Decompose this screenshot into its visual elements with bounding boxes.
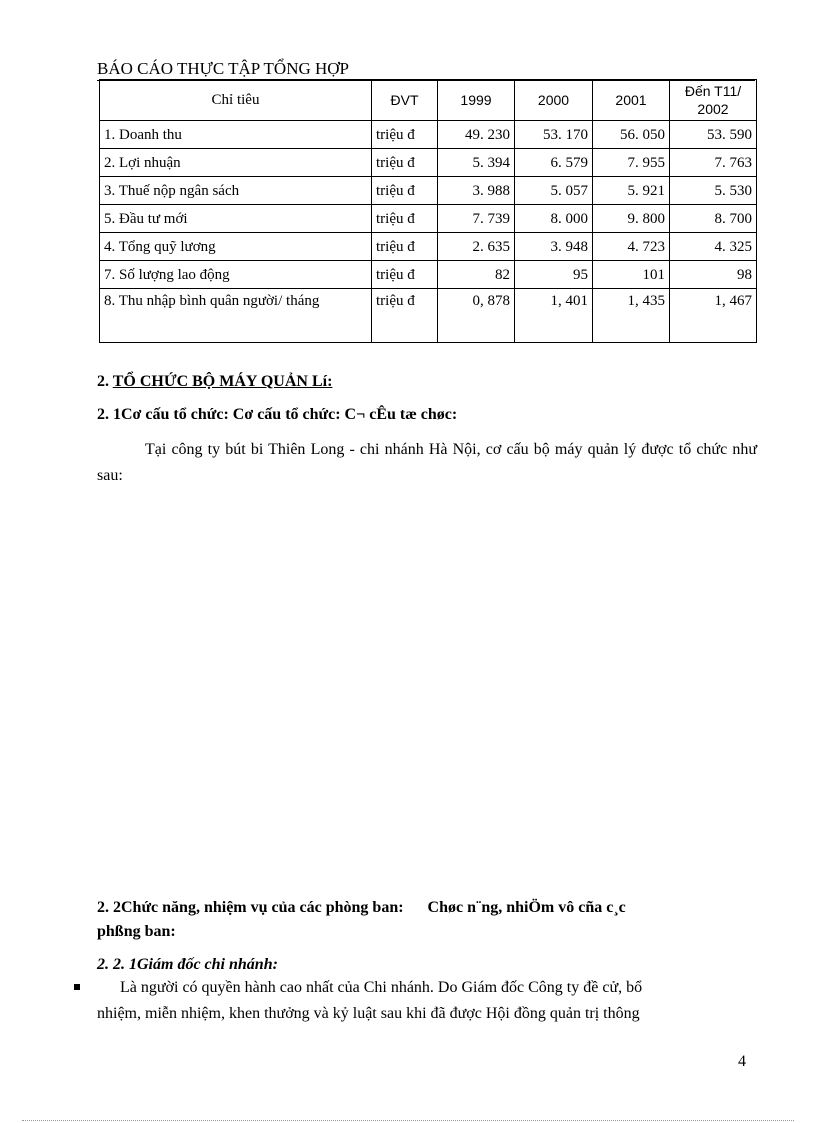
cell-value: 8. 700	[670, 205, 757, 233]
cell-value: 3. 948	[515, 233, 593, 261]
table-row	[100, 289, 757, 343]
cell-indicator: 8. Thu nhập bình quân người/ tháng	[100, 289, 372, 343]
cell-value: 4. 723	[593, 233, 670, 261]
footer-divider	[22, 1120, 794, 1121]
col-header-1999: 1999	[438, 80, 515, 121]
cell-value: 56. 050	[593, 121, 670, 149]
org-structure-paragraph: Tại công ty bút bi Thiên Long - chi nhánh Hà Nội, cơ cấu bộ máy quản lý được tổ chức như sau:	[97, 441, 757, 484]
cell-unit: triệu đ	[372, 205, 438, 233]
col-header-unit: ĐVT	[372, 80, 438, 121]
cell-value: 3. 988	[438, 177, 515, 205]
cell-value: 9. 800	[593, 205, 670, 233]
cell-value: 4. 325	[670, 233, 757, 261]
subsection-2-2-heading-line2: phßng ban:	[97, 923, 176, 940]
cell-unit: triệu đ	[372, 233, 438, 261]
col-header-2002: Đến T11/ 2002	[670, 80, 757, 121]
table-row	[100, 233, 757, 261]
subsection-2-2-1-heading: 2. 2. 1Giám đốc chi nhánh:	[97, 956, 278, 973]
page-number: 4	[738, 1053, 746, 1070]
section-heading	[97, 373, 332, 391]
table-header-row	[100, 80, 757, 121]
cell-value: 7. 955	[593, 149, 670, 177]
table-row	[100, 121, 757, 149]
cell-value: 1, 435	[593, 289, 670, 343]
cell-value: 5. 394	[438, 149, 515, 177]
indicators-table	[99, 79, 757, 343]
cell-value: 98	[670, 261, 757, 289]
report-header: BÁO CÁO THỰC TẬP TỔNG HỢP	[97, 58, 755, 81]
cell-unit: triệu đ	[372, 121, 438, 149]
cell-unit: triệu đ	[372, 177, 438, 205]
cell-value: 6. 579	[515, 149, 593, 177]
cell-indicator: 7. Số lượng lao động	[100, 261, 372, 289]
cell-value: 7. 763	[670, 149, 757, 177]
table-row	[100, 177, 757, 205]
cell-unit: triệu đ	[372, 149, 438, 177]
subsection-2-2-heading-line1: 2. 2Chức năng, nhiệm vụ của các phòng ban: Chøc n¨ng, nhiÖm vô cña c¸c	[97, 899, 626, 916]
cell-value: 101	[593, 261, 670, 289]
cell-value: 53. 590	[670, 121, 757, 149]
col-header-2000: 2000	[515, 80, 593, 121]
col-header-indicator: Chỉ tiêu	[100, 80, 372, 121]
cell-value: 2. 635	[438, 233, 515, 261]
table-row	[100, 149, 757, 177]
cell-value: 7. 739	[438, 205, 515, 233]
subsection-2-1-heading: 2. 1Cơ cấu tổ chức: Cơ cấu tổ chức: C¬ cÊu tæ chøc:	[97, 406, 458, 423]
table-row	[100, 205, 757, 233]
cell-value: 0, 878	[438, 289, 515, 343]
cell-indicator: 5. Đầu tư mới	[100, 205, 372, 233]
cell-value: 53. 170	[515, 121, 593, 149]
director-paragraph-line1: Là người có quyền hành cao nhất của Chi nhánh. Do Giám đốc Công ty đề cử, bổ	[120, 979, 643, 996]
bullet-icon	[74, 984, 80, 990]
director-paragraph-line2: nhiệm, miễn nhiệm, khen thưởng và kỷ luật sau khi đã được Hội đồng quản trị thông	[97, 1005, 640, 1022]
cell-unit: triệu đ	[372, 289, 438, 343]
cell-indicator: 1. Doanh thu	[100, 121, 372, 149]
cell-value: 5. 921	[593, 177, 670, 205]
cell-value: 1, 467	[670, 289, 757, 343]
cell-value: 1, 401	[515, 289, 593, 343]
cell-indicator: 3. Thuế nộp ngân sách	[100, 177, 372, 205]
cell-value: 82	[438, 261, 515, 289]
table-row	[100, 261, 757, 289]
cell-value: 49. 230	[438, 121, 515, 149]
cell-value: 5. 057	[515, 177, 593, 205]
section-title: TỔ CHỨC BỘ MÁY QUẢN Lí:	[112, 373, 333, 390]
cell-value: 8. 000	[515, 205, 593, 233]
cell-unit: triệu đ	[372, 261, 438, 289]
cell-indicator: 4. Tổng quỹ lương	[100, 233, 372, 261]
col-header-2001: 2001	[593, 80, 670, 121]
cell-indicator: 2. Lợi nhuận	[100, 149, 372, 177]
cell-value: 95	[515, 261, 593, 289]
cell-value: 5. 530	[670, 177, 757, 205]
section-number: 2.	[97, 373, 109, 390]
